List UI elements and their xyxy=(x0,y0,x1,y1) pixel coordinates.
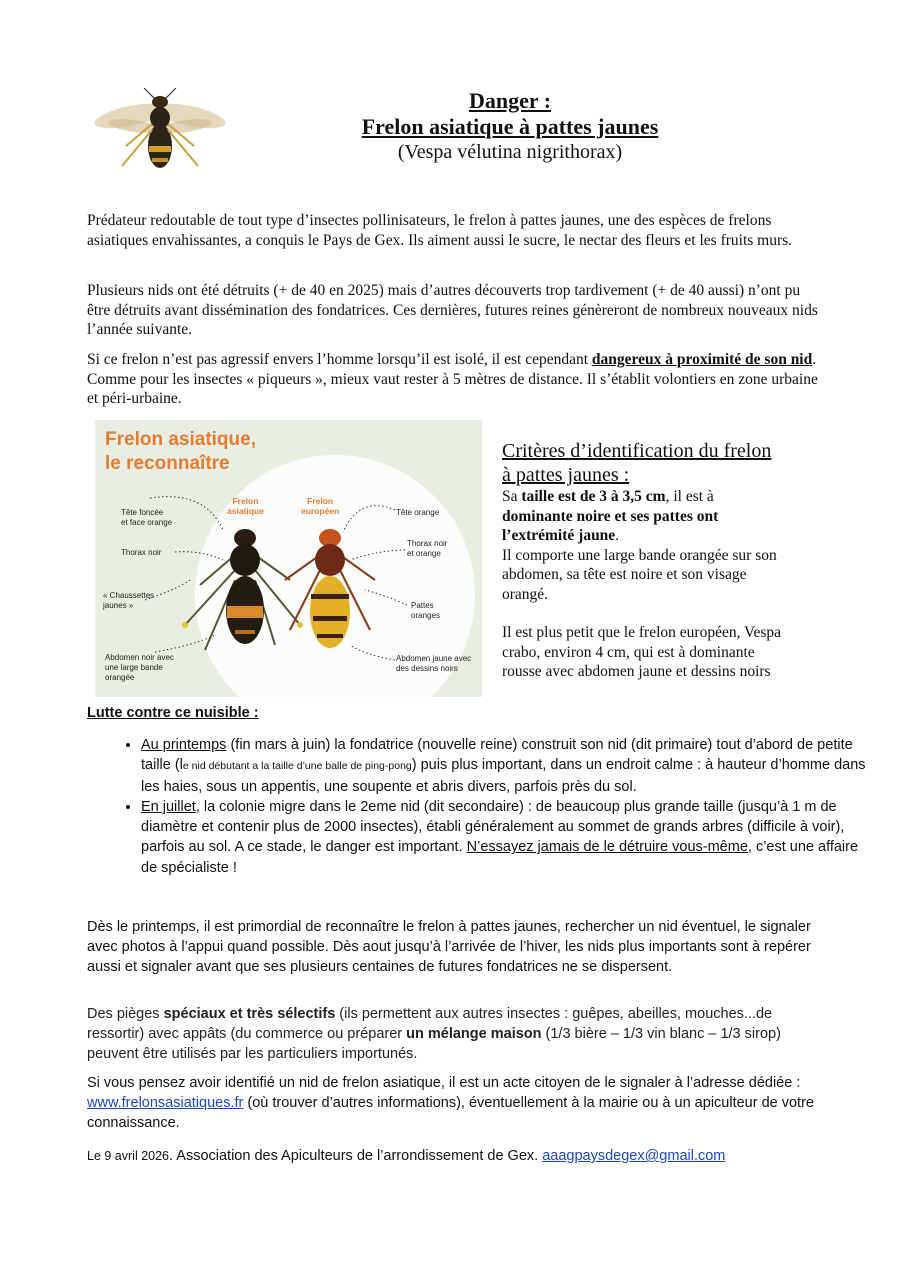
label-abdomen-1: Abdomen noir avec xyxy=(105,653,174,662)
july-text-b: , c’est une affaire de spécialiste ! xyxy=(141,839,859,876)
label-eu-abdomen-1: Abdomen jaune avec xyxy=(396,654,472,663)
label-abdomen-3: orangée xyxy=(105,673,135,682)
spring-label: Au printemps xyxy=(141,737,227,753)
label-socks xyxy=(103,591,154,611)
spring-text-b: ) puis plus important, dans un endroit calme : à hauteur d’homme dans les haies, sous un appentis, une soupente et abris divers, parfois près du sol. xyxy=(141,757,866,795)
intro-paragraph-2: Plusieurs nids ont été détruits (+ de 40 en 2025) mais d’autres découverts trop tardivement (+ de 40 aussi) n’ont pu être détruits avant dissémination des fondatrices. Ces dernières, futures reines génèreront de nombreux nouveaux nids l’année suivante. xyxy=(87,282,818,338)
criteria-color: dominante noire et ses pattes ont l’extrémité jaune xyxy=(502,507,719,544)
label-eu-thorax-1: Thorax noir xyxy=(407,539,448,548)
criteria-t2: , il est à xyxy=(665,488,714,505)
section-heading-lutte: Lutte contre ce nuisible : xyxy=(87,705,259,721)
outro-paragraph-report xyxy=(87,1073,822,1133)
intro-paragraph-1: Prédateur redoutable de tout type d’insectes pollinisateurs, le frelon à pattes jaunes, une des espèces de frelons asiatiques envahissantes, a conquis le Pays de Gex. Ils aiment aussi le sucre, le nectar des fleurs et les fruits murs. xyxy=(87,212,793,249)
label-socks-1: « Chaussettes xyxy=(103,591,155,600)
list-item xyxy=(141,735,866,797)
label-european-hornet xyxy=(301,496,339,516)
title-block xyxy=(300,88,720,164)
footer-date: Le 9 avril 2026 xyxy=(87,1149,170,1163)
criteria-t3: . xyxy=(615,527,620,544)
label-eu-legs-1: Pattes xyxy=(411,601,434,610)
july-text-a: , la colonie migre dans le 2eme nid (dit secondaire) : de beaucoup plus grande taille (jusqu’à 1 m de diamètre et contenir plus de 2000 insectes), établi généralement au sommet de grands arbres (difficile à voir), parfois au sol. A ce stade, le danger est important. xyxy=(141,798,845,856)
list-item xyxy=(141,797,866,878)
outro-paragraph-traps xyxy=(87,1004,822,1064)
label-socks-2: jaunes » xyxy=(103,601,134,610)
species-name: (Vespa vélutina nigrithorax) xyxy=(397,141,623,163)
criteria-size: taille est de 3 à 3,5 cm xyxy=(521,488,666,505)
label-asian-1: Frelon xyxy=(232,496,259,506)
p3-text-a: Si ce frelon n’est pas agressif envers l’homme lorsqu’il est isolé, il est cependant xyxy=(87,351,592,368)
label-thorax: Thorax noir xyxy=(121,548,162,557)
report-a: Si vous pensez avoir identifié un nid de frelon asiatique, il est un acte citoyen de le signaler à l’adresse dédiée : xyxy=(87,1075,801,1091)
website-link[interactable]: www.frelonsasiatiques.fr xyxy=(87,1095,244,1111)
traps-b: (ils permettent aux autres insectes : guêpes, abeilles, mouches...de ressortir) avec appâts (du commerce ou préparer xyxy=(87,1006,773,1042)
criteria-heading: Critères d’identification du frelon à pattes jaunes : xyxy=(502,440,772,486)
figure-title xyxy=(105,428,256,476)
traps-a: Des pièges xyxy=(87,1006,164,1022)
footer-text: . Association des Apiculteurs de l’arrondissement de Gex. xyxy=(169,1148,543,1164)
email-link[interactable]: aaagpaysdegex@gmail.com xyxy=(542,1148,726,1164)
spring-text-a: (fin mars à juin) la fondatrice (nouvelle reine) construit son nid (dit primaire) tout d’abord de petite taille (l xyxy=(141,737,853,774)
label-head-2: et face orange xyxy=(121,518,173,527)
criteria-text-3: Il est plus petit que le frelon européen, Vespa crabo, environ 4 cm, qui est à dominante rousse avec abdomen jaune et dessins noirs xyxy=(502,624,782,680)
intro-paragraph-3 xyxy=(87,350,827,409)
label-abdomen-2: une large bande xyxy=(105,663,163,672)
identification-figure xyxy=(95,420,482,697)
label-asian-2: asiatique xyxy=(227,506,264,516)
label-eu-abdomen xyxy=(396,654,471,674)
criteria-text-2: Il comporte une large bande orangée sur son abdomen, sa tête est noire et son visage orangé. xyxy=(502,546,777,603)
traps-bold2: un mélange maison xyxy=(406,1026,542,1042)
label-european-2: européen xyxy=(301,506,340,516)
outro-paragraph-1: Dès le printemps, il est primordial de reconnaître le frelon à pattes jaunes, rechercher un nid éventuel, le signaler avec photos à l’appui quand possible. Dès aout jusqu’à l’arrivée de l’hiver, les nids plus importants sont à repérer aussi et signaler avant que ses plusieurs centaines de futures fondatrices ne se dispersent. xyxy=(87,919,811,975)
criteria-t1: Sa xyxy=(502,488,522,505)
identification-criteria xyxy=(502,439,782,682)
label-eu-abdomen-2: des dessins noirs xyxy=(396,664,458,673)
page-title: Danger : xyxy=(468,88,552,113)
label-european-1: Frelon xyxy=(307,496,334,506)
traps-bold1: spéciaux et très sélectifs xyxy=(163,1006,336,1022)
label-eu-head: Tête orange xyxy=(396,508,440,517)
label-eu-thorax xyxy=(407,539,447,559)
label-eu-thorax-2: et orange xyxy=(407,549,441,558)
lutte-list xyxy=(87,735,866,878)
label-head-1: Tête foncée xyxy=(121,508,164,517)
figure-title-line1: Frelon asiatique, xyxy=(105,429,256,450)
label-head xyxy=(121,508,172,528)
footer xyxy=(87,1146,827,1166)
warning-text: N’essayez jamais de le détruire vous-même xyxy=(466,839,748,856)
label-eu-legs xyxy=(411,601,440,621)
hornet-icon xyxy=(92,88,228,180)
p3-text-b: . Comme pour les insectes « piqueurs », mieux vaut rester à 5 mètres de distance. Il s’établit volontiers en zone urbaine et péri-urbaine. xyxy=(87,351,818,407)
spring-small: e nid débutant a la taille d’une balle de ping-pong xyxy=(182,760,412,773)
label-eu-legs-2: oranges xyxy=(411,611,440,620)
p3-emphasis: dangereux à proximité de son nid xyxy=(591,351,813,368)
july-label: En juillet xyxy=(141,798,196,815)
report-b: (où trouver d’autres informations), éventuellement à la mairie ou à un apiculteur de votre connaissance. xyxy=(87,1095,814,1131)
label-asian-hornet xyxy=(227,496,264,516)
criteria-text-1 xyxy=(502,487,782,546)
figure-title-line2: le reconnaître xyxy=(105,453,230,474)
traps-c: (1/3 bière – 1/3 vin blanc – 1/3 sirop) peuvent être utilisés par les particuliers importunés. xyxy=(87,1026,781,1062)
page-title-sub: Frelon asiatique à pattes jaunes xyxy=(361,114,659,139)
label-abdomen xyxy=(105,653,174,683)
